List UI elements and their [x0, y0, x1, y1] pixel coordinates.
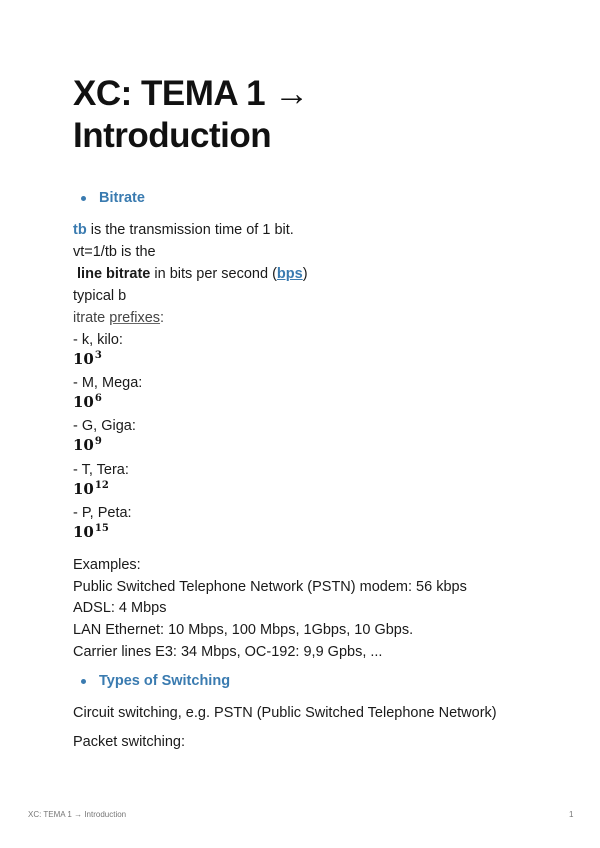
power-base: 10 — [73, 393, 94, 411]
prefix-power-kilo — [73, 350, 102, 368]
prefix-power-tera — [73, 480, 109, 498]
prefix-label-tera: - T, Tera: — [73, 462, 129, 478]
section-heading-switching — [73, 673, 230, 689]
page-title — [73, 73, 553, 157]
example-item: ADSL: 4 Mbps — [73, 600, 167, 616]
power-exponent: 15 — [94, 523, 109, 534]
footer-title: XC: TEMA 1 → Introduction — [28, 810, 127, 819]
power-base: 10 — [73, 523, 94, 541]
prefix-label-mega: - M, Mega: — [73, 375, 143, 391]
typical-b-line: typical b — [73, 288, 127, 304]
bullet-dot-icon — [81, 679, 86, 684]
tb-line — [73, 220, 294, 240]
power-exponent: 12 — [94, 480, 109, 491]
line-bitrate-line — [73, 264, 308, 284]
power-exponent: 6 — [94, 393, 102, 404]
close-paren: ) — [302, 266, 308, 282]
prefixes-text: prefixes — [109, 310, 161, 326]
power-exponent: 3 — [94, 350, 102, 361]
power-base: 10 — [73, 350, 94, 368]
bps-link[interactable]: bps — [276, 266, 303, 282]
in-bits-text: in bits per second ( — [150, 266, 277, 282]
example-item: Carrier lines E3: 34 Mbps, OC-192: 9,9 Gpbs, ... — [73, 644, 383, 660]
tb-term: tb — [73, 222, 87, 238]
title-line-2: Introduction — [73, 116, 272, 155]
line-bitrate-term: line bitrate — [77, 266, 151, 282]
section-heading-text: Types of Switching — [99, 673, 231, 689]
itrate-prefixes-line — [73, 308, 164, 328]
prefix-power-peta — [73, 523, 109, 541]
title-line-1: XC: TEMA 1 → — [73, 74, 309, 113]
page-number: 1 — [569, 810, 574, 819]
power-base: 10 — [73, 436, 94, 454]
prefix-label-giga: - G, Giga: — [73, 418, 136, 434]
power-exponent: 9 — [94, 436, 102, 447]
example-item: LAN Ethernet: 10 Mbps, 100 Mbps, 1Gbps, 10 Gbps. — [73, 622, 414, 638]
prefixes-colon: : — [160, 310, 165, 326]
example-item: Public Switched Telephone Network (PSTN) modem: 56 kbps — [73, 579, 467, 595]
packet-switching-line: Packet switching: — [73, 734, 186, 750]
itrate-text: itrate — [73, 310, 110, 326]
prefix-power-mega — [73, 393, 102, 411]
circuit-switching-line: Circuit switching, e.g. PSTN (Public Switched Telephone Network) — [73, 705, 497, 721]
section-heading-text: Bitrate — [99, 190, 145, 206]
prefix-label-kilo: - k, kilo: — [73, 332, 123, 348]
prefix-label-peta: - P, Peta: — [73, 505, 132, 521]
prefix-power-giga — [73, 436, 102, 454]
section-heading-bitrate — [73, 190, 145, 206]
tb-description: is the transmission time of 1 bit. — [86, 222, 294, 238]
examples-heading: Examples: — [73, 557, 141, 573]
vt-line: vt=1/tb is the — [73, 244, 156, 260]
power-base: 10 — [73, 480, 94, 498]
bullet-dot-icon — [81, 196, 86, 201]
